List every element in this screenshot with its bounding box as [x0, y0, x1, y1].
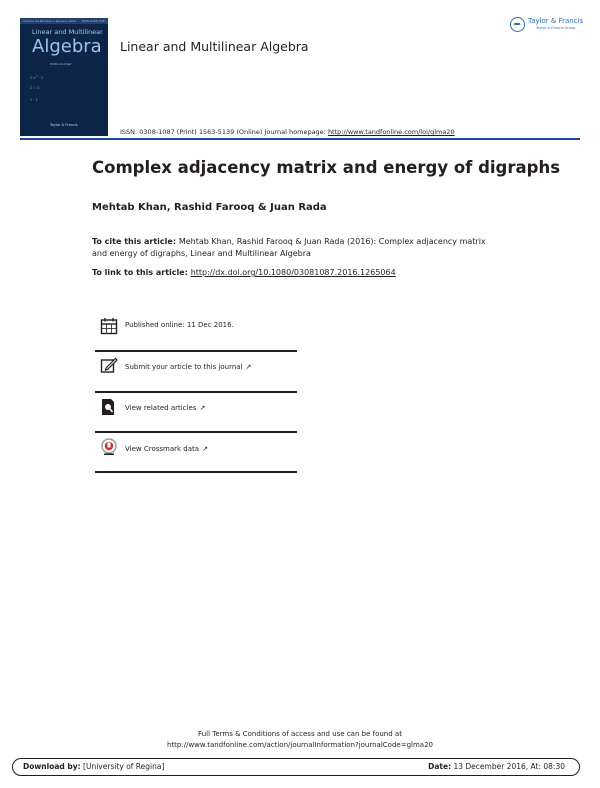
cover-top-bar — [20, 18, 108, 24]
edit-icon — [100, 357, 118, 375]
cover-header-left: Volume 64 Number 1 January 2016 — [23, 19, 76, 23]
cover-header-right: ISSN 0308-1087 — [82, 19, 107, 23]
crossmark-label: View Crossmark data — [125, 445, 200, 453]
crossmark-icon — [100, 438, 118, 456]
journal-cover — [20, 18, 108, 136]
downloaded-by — [23, 762, 164, 771]
cite-text: Mehtab Khan, Rashid Farooq & Juan Rada (2016): Complex adjacency matrix and energy of digraphs, Linear and Multilinear Algebra — [92, 237, 486, 258]
published-date: Published online: 11 Dec 2016. — [125, 321, 234, 329]
divider — [95, 391, 297, 393]
cover-volume-line: Editor-in-Chief — [50, 62, 72, 66]
submit-label: Submit your article to this journal — [125, 363, 243, 371]
calendar-icon — [100, 317, 118, 335]
journal-homepage-link[interactable]: http://www.tandfonline.com/loi/glma20 — [327, 128, 455, 136]
article-title: Complex adjacency matrix and energy of digraphs — [92, 158, 561, 177]
date-label: Date: — [428, 762, 452, 771]
logo-subtitle: Taylor & Francis Group — [536, 26, 576, 30]
terms-line: Full Terms & Conditions of access and use can be found at — [198, 730, 402, 738]
link-label: To link to this article: — [92, 268, 191, 277]
cover-equation: Σ $e^{-t} \cdot \Sigma$ — [30, 74, 44, 81]
citation — [92, 236, 492, 260]
issn-line — [120, 128, 455, 136]
cover-equation: Σ = Σ — [30, 86, 40, 90]
external-link-icon: ↗ — [245, 363, 252, 371]
terms-note — [0, 729, 600, 751]
cover-title-line1: Linear and Multilinear — [32, 28, 103, 36]
terms-url[interactable]: http://www.tandfonline.com/action/journalInformation?journalCode=glma20 — [167, 741, 433, 749]
downloaded-value: [University of Regina] — [80, 762, 165, 771]
external-link-icon: ↗ — [199, 404, 206, 412]
header-divider — [20, 138, 580, 140]
issn-text: ISSN: 0308-1087 (Print) 1563-5139 (Online) Journal homepage: — [120, 128, 328, 136]
search-document-icon — [100, 398, 118, 416]
related-articles-link[interactable] — [125, 404, 205, 412]
download-date — [428, 762, 565, 771]
date-value: 13 December 2016, At: 08:30 — [451, 762, 565, 771]
cover-title-line2: Algebra — [32, 36, 102, 57]
cite-label: To cite this article: — [92, 237, 179, 246]
downloaded-label: Download by: — [23, 762, 81, 771]
cover-publisher: Taylor & Francis — [50, 123, 78, 127]
logo-name: Taylor & Francis — [528, 17, 584, 25]
logo-icon — [510, 17, 525, 32]
cover-equation: Σ · Σ — [30, 98, 38, 102]
article-link — [92, 268, 396, 277]
external-link-icon: ↗ — [202, 445, 208, 453]
publisher-logo — [510, 16, 582, 36]
submit-article-link[interactable] — [125, 363, 251, 371]
article-authors: Mehtab Khan, Rashid Farooq & Juan Rada — [92, 202, 327, 213]
related-label: View related articles — [125, 404, 197, 412]
crossmark-link[interactable] — [125, 445, 208, 453]
doi-link[interactable]: http://dx.doi.org/10.1080/03081087.2016.1265064 — [190, 268, 396, 277]
divider — [95, 431, 297, 433]
download-info-bar — [12, 758, 580, 776]
divider — [95, 471, 297, 473]
journal-title: Linear and Multilinear Algebra — [120, 39, 309, 54]
divider — [95, 350, 297, 352]
